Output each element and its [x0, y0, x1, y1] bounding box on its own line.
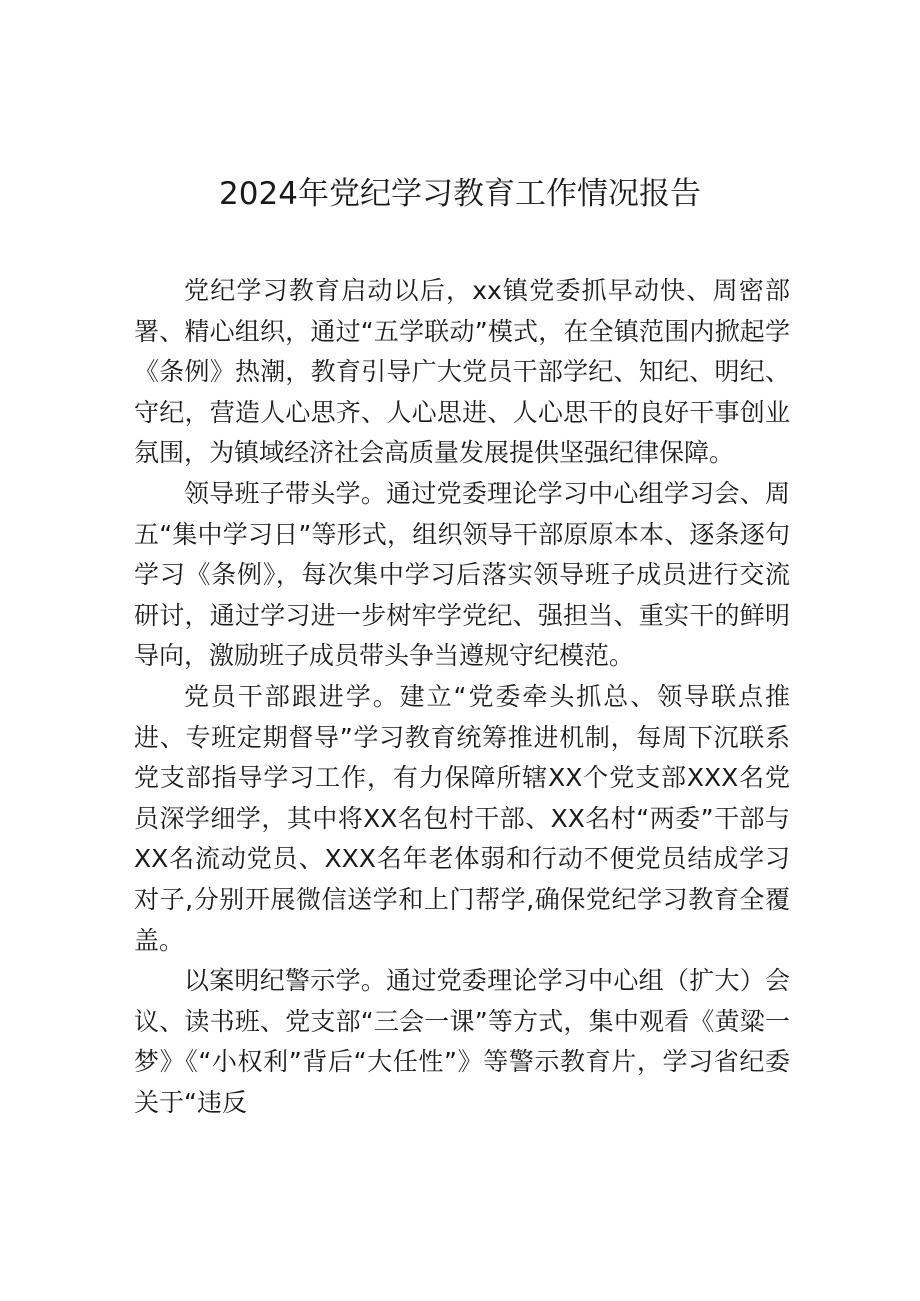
- paragraph-cadre-study: 党员干部跟进学。建立“党委牵头抓总、领导联点推进、专班定期督导”学习教育统筹推进机制，每周下沉联系党支部指导学习工作，有力保障所辖XX个党支部XXX名党员深学细学，其中将XX名包村干部、XX名村“两委”干部与XX名流动党员、XXX名年老体弱和行动不便党员结成学习对子,分别开展微信送学和上门帮学,确保党纪学习教育全覆盖。: [134, 681, 790, 955]
- paragraph-intro: 党纪学习教育启动以后，xx镇党委抓早动快、周密部署、精心组织，通过“五学联动”模式，在全镇范围内掀起学《条例》热潮，教育引导广大党员干部学纪、知纪、明纪、守纪，营造人心思齐、人心思进、人心思干的良好干事创业氛围，为镇域经济社会高质量发展提供坚强纪律保障。: [134, 276, 790, 468]
- paragraph-leadership-study: 领导班子带头学。通过党委理论学习中心组学习会、周五“集中学习日”等形式，组织领导干部原原本本、逐条逐句学习《条例》，每次集中学习后落实领导班子成员进行交流研讨，通过学习进一步树牢学党纪、强担当、重实干的鲜明导向，激励班子成员带头争当遵规守纪模范。: [134, 478, 790, 671]
- document-body: [134, 271, 790, 1123]
- document-title: 2024年党纪学习教育工作情况报告: [219, 176, 701, 212]
- paragraph-warning-study: 以案明纪警示学。通过党委理论学习中心组（扩大）会议、读书班、党支部“三会一课”等方式，集中观看《黄粱一梦》《“小权利”背后“大任性”》等警示教育片，学习省纪委关于“违反: [134, 966, 790, 1117]
